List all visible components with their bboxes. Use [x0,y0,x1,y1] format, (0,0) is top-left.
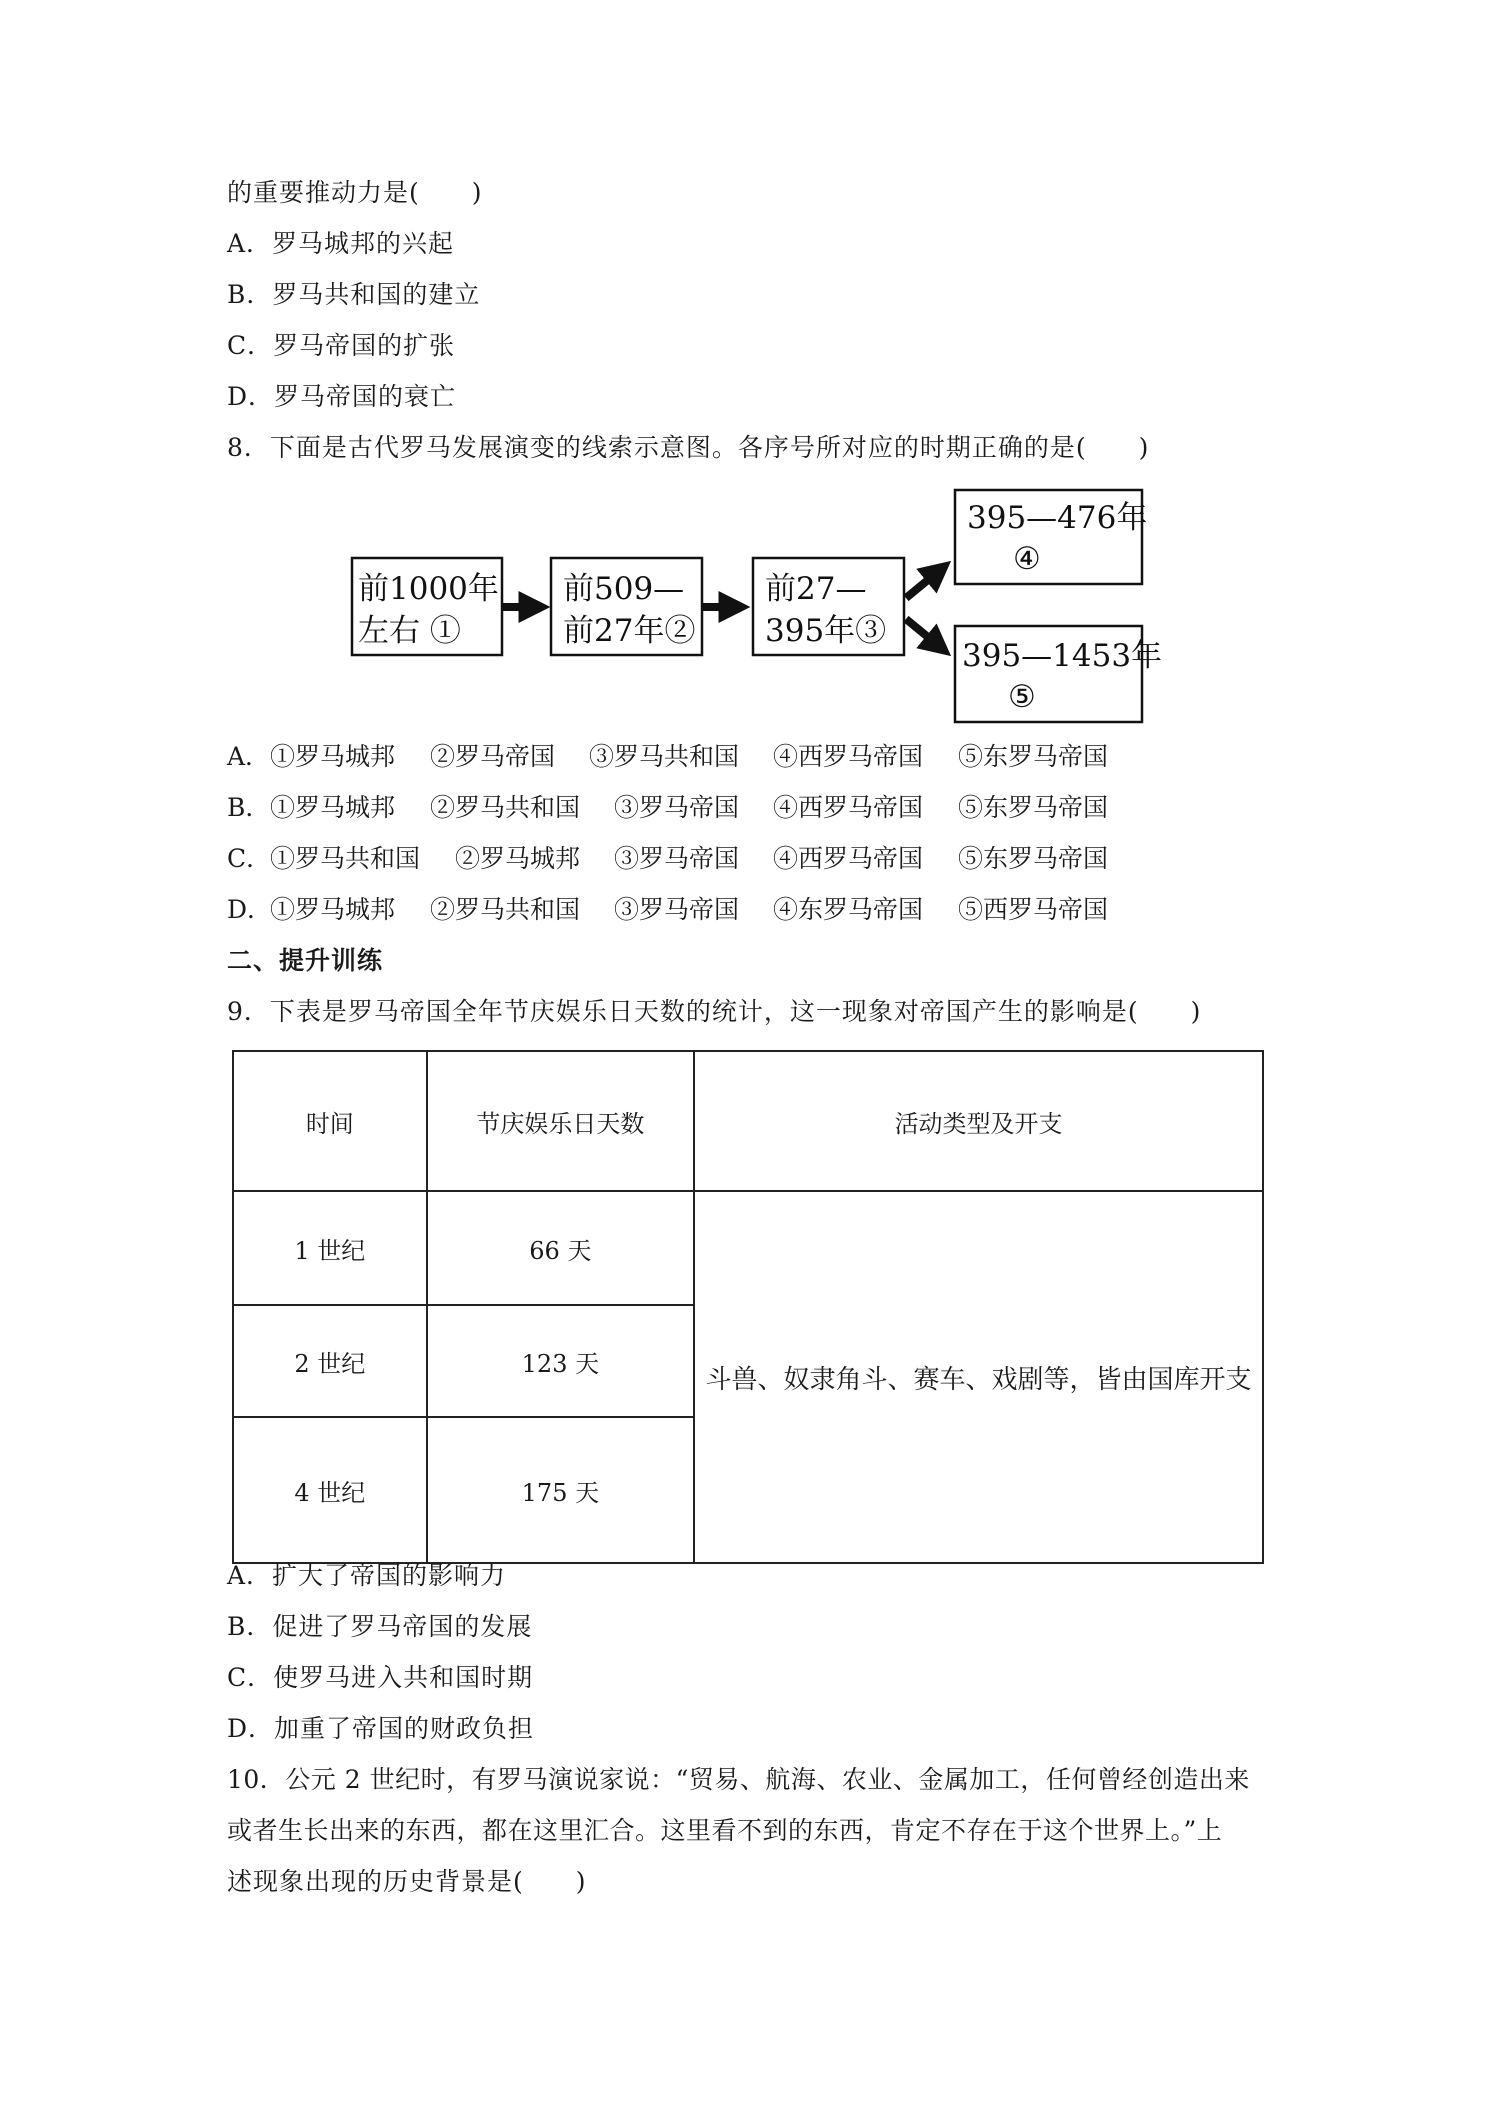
q8-option-a-2: ②罗马帝国 [430,742,556,771]
q7-option-a: A．罗马城邦的兴起 [227,229,455,258]
q8-option-c-1: ①罗马共和国 [270,844,421,873]
q10-line-3: 述现象出现的历史背景是( ) [227,1867,587,1896]
q8-option-d-3: ③罗马帝国 [614,895,740,924]
q9-option-a: A．扩大了帝国的影响力 [227,1561,507,1590]
q8-option-a-1: ①罗马城邦 [270,742,396,771]
diagram-box-5-line1: 395—1453年 [962,638,1163,674]
table-cell-activity: 斗兽、奴隶角斗、赛车、戏剧等，皆由国库开支 [694,1191,1263,1563]
diagram-box-2-line1: 前509— [563,571,685,607]
diagram-box-4-line1: 395—476年 [967,500,1148,536]
table-header-row [233,1051,1263,1191]
q8-option-b-5: ⑤东罗马帝国 [958,793,1109,822]
q8-option-d-2: ②罗马共和国 [430,895,581,924]
table-header-activity: 活动类型及开支 [694,1051,1263,1191]
diagram-arrow-up [906,570,940,598]
table-cell-days: 123 天 [427,1305,695,1417]
q8-stem: 8．下面是古代罗马发展演变的线索示意图。各序号所对应的时期正确的是( ) [227,433,1150,462]
diagram-box-5-line2: ⑤ [1008,679,1036,715]
q8-option-c-4: ④西罗马帝国 [773,844,924,873]
table-header-time: 时间 [233,1051,427,1191]
section-title: 二、提升训练 [227,946,384,975]
q9-option-b: B．促进了罗马帝国的发展 [227,1612,533,1641]
q8-option-b-1: ①罗马城邦 [270,793,396,822]
table-cell-time: 1 世纪 [233,1191,427,1305]
diagram-box-1-line2: 左右 ① [358,613,461,649]
diagram-box-2-line2: 前27年② [563,613,696,649]
table-header-days: 节庆娱乐日天数 [427,1051,695,1191]
q8-option-d-letter: D． [227,895,273,924]
q8-option-a-letter: A． [227,742,271,771]
q8-option-a-3: ③罗马共和国 [589,742,740,771]
diagram-box-3-line1: 前27— [765,571,867,607]
q7-stem-tail: 的重要推动力是( ) [227,178,483,207]
diagram-box-4-line2: ④ [1013,541,1041,577]
table-cell-days: 66 天 [427,1191,695,1305]
q8-option-c-2: ②罗马城邦 [455,844,581,873]
table-cell-time: 2 世纪 [233,1305,427,1417]
q7-option-b: B．罗马共和国的建立 [227,280,481,309]
q10-line-2: 或者生长出来的东西，都在这里汇合。这里看不到的东西，肯定不存在于这个世界上。”上 [227,1816,1223,1845]
q8-timeline-diagram [0,0,1488,760]
diagram-box-1-line1: 前1000年 [358,571,499,607]
table-cell-time: 4 世纪 [233,1417,427,1563]
q8-option-d-5: ⑤西罗马帝国 [958,895,1109,924]
q7-option-d: D．罗马帝国的衰亡 [227,382,457,411]
table-cell-days: 175 天 [427,1417,695,1563]
q9-stem: 9．下表是罗马帝国全年节庆娱乐日天数的统计，这一现象对帝国产生的影响是( ) [227,997,1202,1026]
table-row [233,1191,1263,1305]
q8-option-a-5: ⑤东罗马帝国 [958,742,1109,771]
q8-option-c-letter: C． [227,844,272,873]
diagram-arrow-down [906,619,940,647]
q7-option-c: C．罗马帝国的扩张 [227,331,456,360]
q8-option-b-3: ③罗马帝国 [614,793,740,822]
q8-option-c-3: ③罗马帝国 [614,844,740,873]
q8-option-c-5: ⑤东罗马帝国 [958,844,1109,873]
q8-option-b-letter: B． [227,793,271,822]
q9-option-d: D．加重了帝国的财政负担 [227,1714,535,1743]
q8-option-b-2: ②罗马共和国 [430,793,581,822]
q9-option-c: C．使罗马进入共和国时期 [227,1663,534,1692]
q8-option-d-1: ①罗马城邦 [270,895,396,924]
q8-option-b-4: ④西罗马帝国 [773,793,924,822]
q8-option-a-4: ④西罗马帝国 [773,742,924,771]
q10-line-1: 10．公元 2 世纪时，有罗马演说家说：“贸易、航海、农业、金属加工，任何曾经创造出来 [227,1765,1250,1794]
q9-stats-table [232,1050,1264,1564]
q8-option-d-4: ④东罗马帝国 [773,895,924,924]
diagram-box-3-line2: 395年③ [765,613,887,649]
